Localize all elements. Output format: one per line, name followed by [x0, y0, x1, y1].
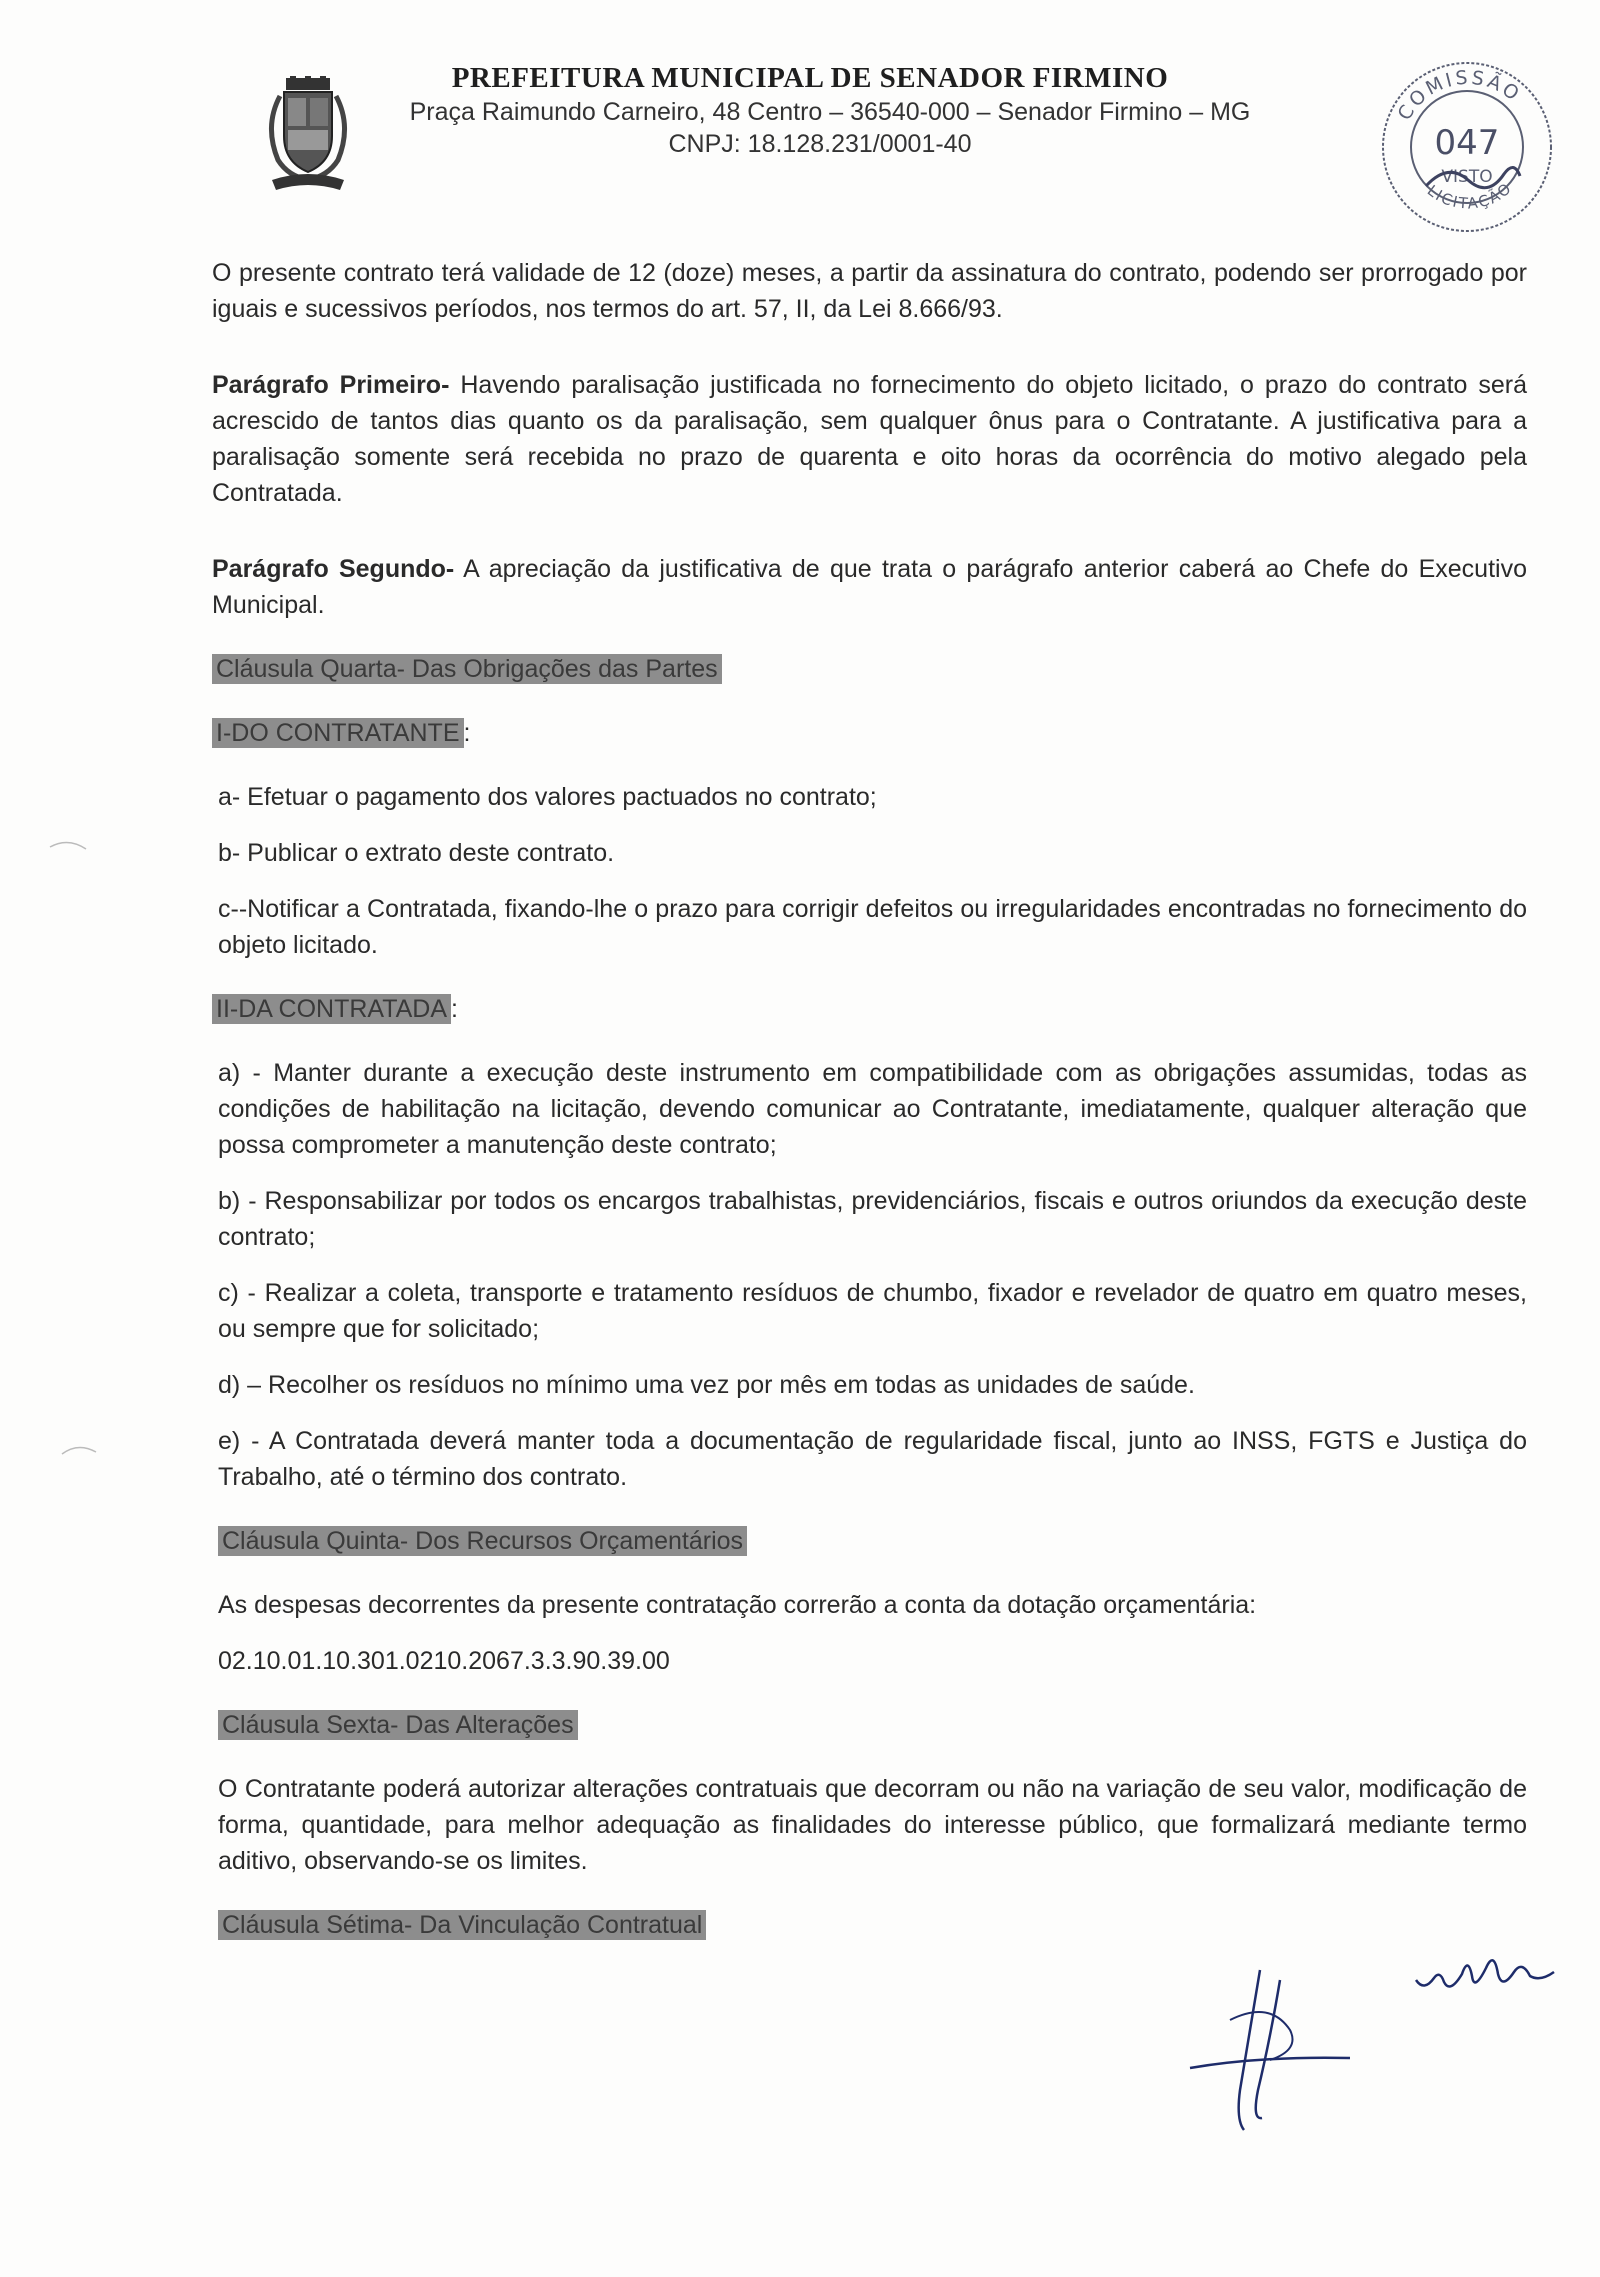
paragraph-second-label: Parágrafo Segundo-: [212, 555, 455, 583]
handwritten-signature: [1180, 1960, 1360, 2140]
contratante-item-c: c--Notificar a Contratada, fixando-lhe o prazo para corrigir defeitos ou irregularidades encontradas no fornecimento do objeto licitado.: [218, 895, 1527, 959]
clause-five-heading: Cláusula Quinta- Dos Recursos Orçamentários: [218, 1526, 747, 1556]
paragraph-second-text: A apreciação da justificativa de que trata o parágrafo anterior caberá ao Chefe do Executivo Municipal.: [212, 555, 1527, 619]
paragraph-first-label: Parágrafo Primeiro-: [212, 371, 450, 399]
paragraph-first-text: Havendo paralisação justificada no fornecimento do objeto licitado, o prazo do contrato será acrescido de tantos dias quanto os da paralisação, sem qualquer ônus para o Contratante. A justificativa para a paralisação somente será recebida no prazo de quarenta e oito horas da ocorrência do motivo alegado pela Contratada.: [212, 371, 1528, 507]
clause-five-budget-code: 02.10.01.10.301.0210.2067.3.3.90.39.00: [218, 1647, 670, 1675]
paragraph-first: [212, 367, 1527, 511]
contratante-heading-colon: :: [463, 719, 471, 747]
clause-four-heading: Cláusula Quarta- Das Obrigações das Partes: [212, 654, 722, 684]
svg-text:COMISSÃO: [1393, 67, 1525, 125]
letterhead-address: Praça Raimundo Carneiro, 48 Centro – 36540-000 – Senador Firmino – MG: [409, 98, 1251, 126]
contratante-item-b: b- Publicar o extrato deste contrato.: [218, 839, 615, 867]
clause-six-heading: Cláusula Sexta- Das Alterações: [218, 1710, 578, 1740]
contratante-item-a: a- Efetuar o pagamento dos valores pactuados no contrato;: [218, 783, 877, 811]
contract-body: [212, 255, 1527, 1943]
stamp-number: 047: [1434, 123, 1500, 163]
stamp-middle-text: VISTO: [1441, 167, 1493, 187]
scan-mark-left-lower: [60, 1440, 100, 1460]
contratada-item-e: e) - A Contratada deverá manter toda a documentação de regularidade fiscal, junto ao INSS, FGTS e Justiça do Trabalho, até o término dos contrato.: [218, 1427, 1527, 1491]
contratante-heading: I-DO CONTRATANTE: [212, 718, 464, 748]
scan-mark-left-upper: [48, 835, 88, 855]
contratada-item-a: a) - Manter durante a execução deste instrumento em compatibilidade com as obrigações assumidas, todas as condições de habilitação na licitação, devendo comunicar ao Contratante, imediatamente, qualquer alteração que possa comprometer a manutenção deste contrato;: [218, 1059, 1527, 1159]
handwritten-initials: [1410, 1930, 1560, 2010]
clause-five-text: As despesas decorrentes da presente contratação correrão a conta da dotação orçamentária:: [218, 1591, 1257, 1619]
letterhead-title: PREFEITURA MUNICIPAL DE SENADOR FIRMINO: [451, 62, 1169, 94]
contratada-heading-colon: :: [451, 995, 458, 1023]
contratada-item-b: b) - Responsabilizar por todos os encargos trabalhistas, previdenciários, fiscais e outros oriundos da execução deste contrato;: [218, 1187, 1527, 1251]
letterhead: [0, 62, 1600, 159]
letterhead-cnpj: CNPJ: 18.128.231/0001-40: [668, 130, 972, 158]
contratada-heading: II-DA CONTRATADA: [212, 994, 451, 1024]
validity-paragraph: O presente contrato terá validade de 12 (doze) meses, a partir da assinatura do contrato, podendo ser prorrogado por iguais e sucessivos períodos, nos termos do art. 57, II, da Lei 8.666/93.: [212, 259, 1527, 323]
stamp-top-text: COMISSÃO: [1393, 66, 1526, 125]
clause-six-text: O Contratante poderá autorizar alterações contratuais que decorram ou não na variação de seu valor, modificação de forma, quantidade, para melhor adequação as finalidades do interesse público, que formalizará mediante termo aditivo, observando-se os limites.: [218, 1775, 1527, 1875]
commission-stamp: [1378, 58, 1556, 236]
stamp-bottom-text: LICITAÇÃO: [1423, 178, 1516, 213]
paragraph-second: [212, 551, 1527, 623]
contratada-item-c: c) - Realizar a coleta, transporte e tratamento resíduos de chumbo, fixador e revelador de quatro em quatro meses, ou sempre que for solicitado;: [218, 1279, 1527, 1343]
contratada-item-d: d) – Recolher os resíduos no mínimo uma vez por mês em todas as unidades de saúde.: [218, 1371, 1195, 1399]
clause-seven-heading: Cláusula Sétima- Da Vinculação Contratual: [218, 1910, 706, 1940]
